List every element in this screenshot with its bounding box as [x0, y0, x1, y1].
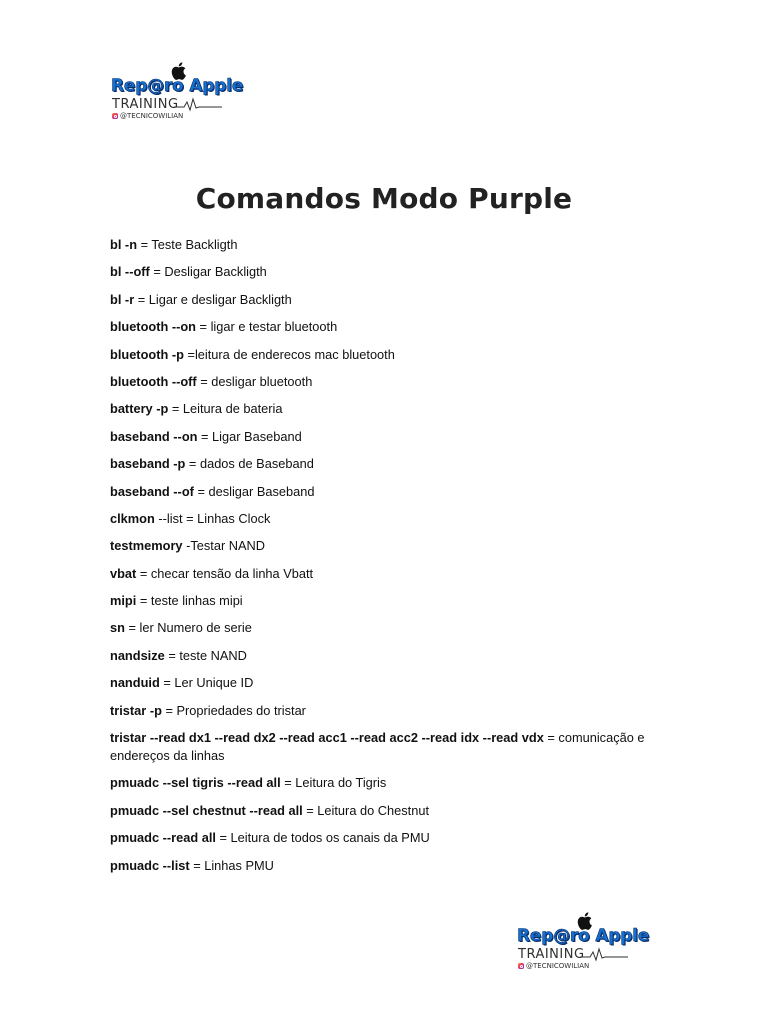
- command-row: [110, 802, 650, 820]
- command-description: =leitura de enderecos mac bluetooth: [183, 346, 395, 362]
- command-description: = ligar e testar bluetooth: [196, 319, 338, 335]
- training-label: TRAINING: [112, 97, 179, 112]
- social-handle: [112, 112, 183, 120]
- instagram-icon: [112, 113, 118, 119]
- command-row: [110, 236, 650, 254]
- brand-name: Rep@ro Apple: [517, 926, 650, 946]
- command-code: mipi: [110, 593, 137, 609]
- command-description: --list = Linhas Clock: [154, 510, 271, 526]
- command-description: = Leitura de bateria: [168, 401, 283, 417]
- command-row: [110, 619, 650, 637]
- command-row: [110, 291, 650, 309]
- command-code: bluetooth --on: [110, 319, 196, 335]
- command-description: = Leitura do Tigris: [280, 775, 387, 791]
- command-row: [110, 537, 650, 555]
- command-row: [110, 729, 650, 765]
- command-code: bluetooth -p: [110, 346, 184, 362]
- command-description: = Propriedades do tristar: [161, 702, 306, 718]
- command-description: = Teste Backligth: [137, 237, 238, 252]
- instagram-icon: [518, 963, 524, 969]
- command-code: tristar --read dx1 --read dx2 --read acc1 --read acc2 --read idx --read vdx: [110, 730, 544, 746]
- command-row: [110, 373, 650, 391]
- commands-list: [110, 236, 650, 884]
- command-description: = Ler Unique ID: [159, 675, 254, 691]
- handle-text: @TECNICOWILIAN: [120, 111, 184, 120]
- command-description: = Linhas PMU: [189, 857, 274, 873]
- brand-name: Rep@ro Apple: [111, 76, 244, 96]
- command-row: [110, 510, 650, 528]
- command-code: vbat: [110, 565, 137, 581]
- command-description: = dados de Baseband: [185, 456, 314, 472]
- command-code: clkmon: [110, 510, 155, 526]
- command-code: pmuadc --sel tigris --read all: [110, 775, 281, 791]
- command-code: bl -r: [110, 291, 135, 307]
- command-row: [110, 592, 650, 610]
- command-description: = teste NAND: [164, 647, 247, 663]
- command-code: baseband --of: [110, 483, 194, 499]
- command-code: nanduid: [110, 675, 160, 691]
- command-description: -Testar NAND: [182, 538, 266, 554]
- command-row: [110, 674, 650, 692]
- command-description: = Ligar e desligar Backligth: [134, 291, 292, 307]
- command-row: [110, 565, 650, 583]
- social-handle: [518, 962, 589, 970]
- handle-text: @TECNICOWILIAN: [526, 961, 590, 970]
- heartbeat-icon: [174, 96, 222, 112]
- command-row: [110, 263, 650, 281]
- brand-logo-top: [110, 60, 242, 122]
- command-row: [110, 428, 650, 446]
- page-title: Comandos Modo Purple: [195, 182, 573, 215]
- command-code: tristar -p: [110, 702, 162, 718]
- command-description: = checar tensão da linha Vbatt: [136, 565, 314, 581]
- command-row: [110, 647, 650, 665]
- brand-logo-bottom: [516, 910, 648, 972]
- command-description: = comunicação e endereços da linhas: [110, 730, 645, 764]
- command-row: [110, 857, 650, 875]
- command-code: bl --off: [110, 264, 150, 280]
- command-code: bl -n: [110, 237, 138, 252]
- training-label: TRAINING: [518, 947, 585, 962]
- command-code: baseband --on: [110, 428, 198, 444]
- command-description: = desligar Baseband: [193, 483, 315, 499]
- command-code: pmuadc --read all: [110, 830, 216, 846]
- command-code: nandsize: [110, 647, 165, 663]
- command-description: = Ligar Baseband: [197, 428, 302, 444]
- command-row: [110, 829, 650, 847]
- command-description: = desligar bluetooth: [196, 373, 313, 389]
- command-row: [110, 702, 650, 720]
- command-description: = Leitura do Chestnut: [302, 802, 429, 818]
- command-row: [110, 455, 650, 473]
- command-code: pmuadc --sel chestnut --read all: [110, 802, 303, 818]
- command-description: = Desligar Backligth: [149, 264, 267, 280]
- command-row: [110, 318, 650, 336]
- command-code: baseband -p: [110, 456, 186, 472]
- command-code: battery -p: [110, 401, 169, 417]
- command-row: [110, 400, 650, 418]
- command-description: = ler Numero de serie: [124, 620, 252, 636]
- heartbeat-icon: [580, 946, 628, 962]
- command-code: sn: [110, 620, 125, 636]
- command-row: [110, 346, 650, 364]
- command-description: = teste linhas mipi: [136, 593, 243, 609]
- command-description: = Leitura de todos os canais da PMU: [215, 830, 430, 846]
- command-row: [110, 483, 650, 501]
- command-code: pmuadc --list: [110, 857, 190, 873]
- command-code: bluetooth --off: [110, 373, 197, 389]
- command-code: testmemory: [110, 538, 183, 554]
- command-row: [110, 774, 650, 792]
